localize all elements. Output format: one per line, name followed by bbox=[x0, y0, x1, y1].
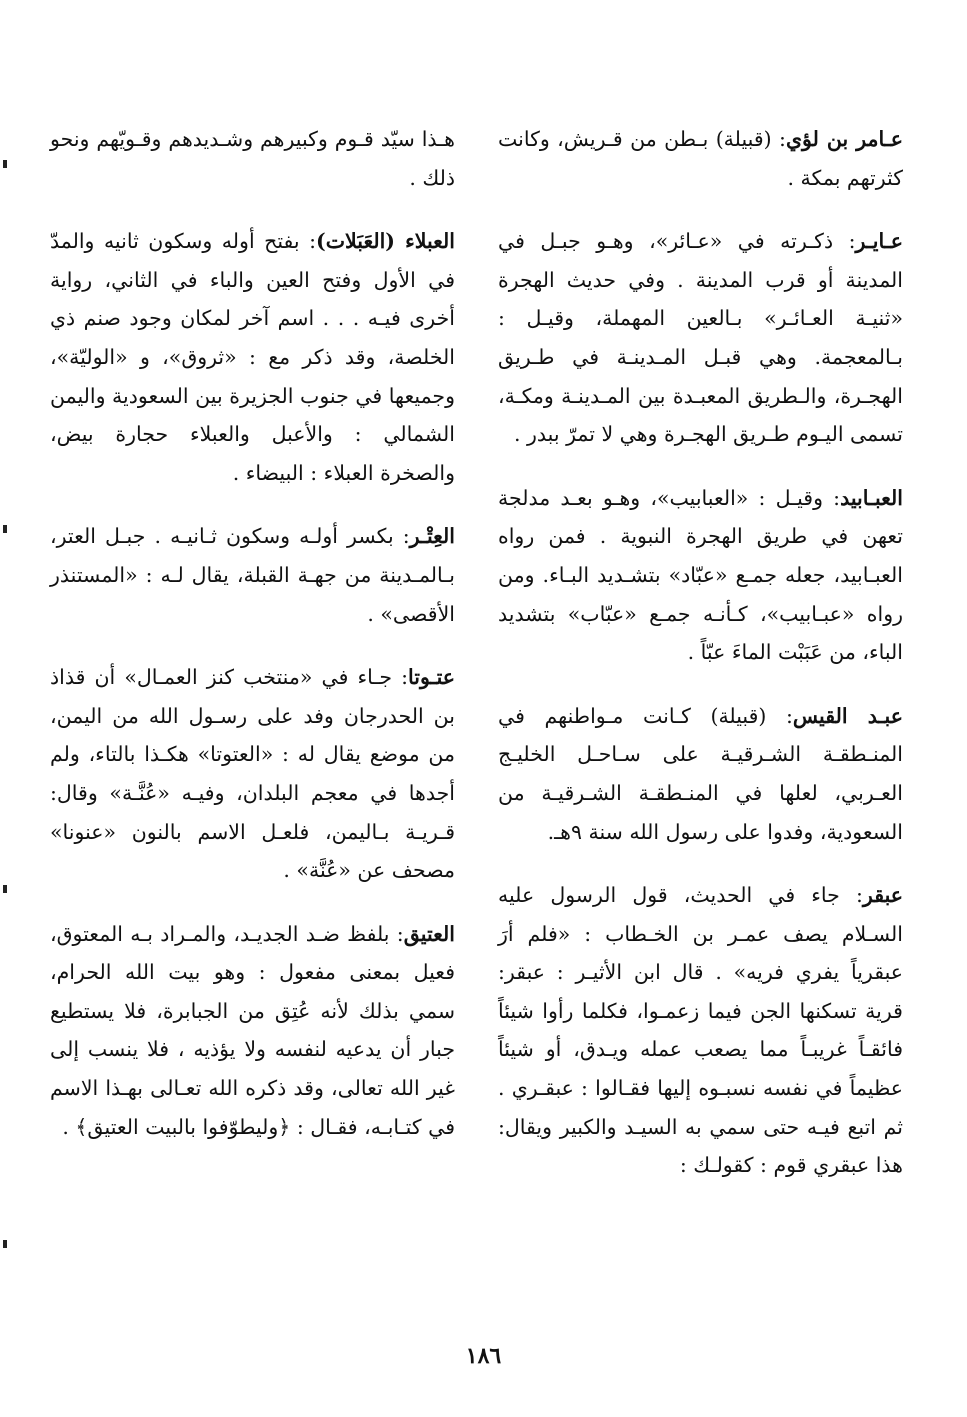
entry-abqar bbox=[498, 876, 903, 1185]
entry-text: : (قبيلة) كـانت مـواطنهم في المنـطقـة الشـرقيـة على سـاحـل الخليـج العـربي، لعلها في المنـطقـة الشـرقيـة من السعودية، وفدوا على رسول الله سنة ٩هـ. bbox=[498, 703, 903, 844]
entry-ayir bbox=[498, 222, 903, 454]
entry-text: : بكسر أولـه وسكون ثـانيـه . جبـل العتر، بـالمـدينة من جهـة القبلة، يقال لـه : «المستنذر الأقصى» . bbox=[50, 524, 455, 626]
margin-mark bbox=[3, 160, 7, 168]
page-number: ١٨٦ bbox=[465, 1343, 502, 1369]
entry-headword: عتـوتا bbox=[408, 665, 455, 690]
entry-al-atiq bbox=[50, 915, 455, 1147]
entry-text: : (قبيلة) بـطن من قـريش، وكانت كثرتهم بمكة . bbox=[498, 127, 903, 190]
entry-headword: عبقر bbox=[862, 883, 903, 908]
entry-headword: العِتْـر bbox=[409, 524, 455, 549]
entry-headword: العبلاء (العَبَلات) bbox=[316, 229, 455, 254]
entry-text: : جـاء في «منتخب كنز العمـال» أن قذاذ بن الحدرجان وفد على رسـول الله من اليمن، من موضع يقال له : «العتوتا» هكـذا بالتاء، ولم أجدها في معجم البلدان، وفيـه «عُنَّـة» وقال: قـريـة بـاليمن، فلعـل الاسم بالنون «عنونا» مصحف عن «عُنَّة» . bbox=[50, 665, 455, 883]
entry-headword: العتيق bbox=[403, 921, 455, 946]
entry-text: : وقيـل : «العبابيب»، وهـو بعـد مدلجة تعهن في طريق الهجرة النبوية . فمن رواه العبـابيد، جعله جمـع «عبّاد» بتشـديد البـاء. ومن رواه «عبـابيب»، كـأنـه جمـع «عبّاب» بتشديد الباء، من عَبَبْت الماءَ عبّاً . bbox=[498, 485, 903, 665]
entry-atuta bbox=[50, 658, 455, 890]
entry-text: : بفتح أوله وسكون ثانيه والمدّ في الأول وفتح العين والباء في الثاني، رواية أخرى فيـه . . . اسم آخر لمكان وجود صنم ذي الخلصة، وقد ذكر مع : «ثروق»، و «الوليّة»، وجميعها في جنوب الجزيرة بين السعودية واليمن الشمالي : والأعبل والعبلاء حجارة بيض، والصخرة العبلاء : البيضاء . bbox=[50, 229, 455, 485]
margin-mark bbox=[3, 1240, 7, 1248]
margin-mark bbox=[3, 525, 7, 533]
entry-text: : جاء في الحديث، قول الرسول عليه السـلام يصف عمـر بن الخـطاب : «فلم أرَ عبقرياً يفري فريه» . قال ابن الأثيـر : عبقر: قرية تسكنها الجن فيما زعمـوا، فكلما رأوا شيئاً فائقـاً غريبـاً مما يصعب عمله ويـدق، أو شيئاً عظيماً في نفسه نسبـوه إليها فقـالوا : عبقـري . ثم اتبع فيـه حتى سمي به السيـد والكبير ويقال: هذا عبقري قوم : كقولـك : bbox=[498, 883, 903, 1178]
entry-abqar-continued bbox=[50, 120, 455, 197]
entry-text: هـذا سيّد قـوم وكبيرهم وشـديدهم وقـويّهم ونحو ذلك . bbox=[50, 127, 455, 190]
entry-headword: عـامر بن لؤي bbox=[785, 127, 904, 151]
left-column bbox=[50, 120, 455, 1171]
entry-text: : ذكـرته في «عـائر»، وهـو جبـل في المدينة أو قرب المدينة . وفي حديث الهجرة «ثنيـة العـائـر» بـالعين المهملة، وقيـل : بـالمعجمة. وهي قبـل المـدينـة في طـريق الهجـرة، والـطريق المعبـدة بين المـدينـة ومكـة، تسمى اليـوم طـريق الهجـرة وهي لا تمرّ ببدر . bbox=[498, 229, 903, 447]
entry-amir-ibn-luay bbox=[498, 120, 903, 197]
entry-al-abla bbox=[50, 222, 455, 492]
entry-abd-al-qays bbox=[498, 697, 903, 851]
entry-headword: العبـابيد bbox=[840, 485, 903, 510]
entry-al-ababid bbox=[498, 479, 903, 672]
margin-mark bbox=[3, 885, 7, 893]
entry-headword: عبـد القيس bbox=[792, 703, 903, 728]
entry-al-itr bbox=[50, 517, 455, 633]
right-column bbox=[498, 120, 903, 1210]
entry-headword: عـايـر bbox=[855, 229, 903, 254]
entry-text: : بلفظ ضـد الجديـد، والمـراد بـه المعتوق، فعيل بمعنى مفعول : وهو بيت الله الحرام، سمي بذلك لأنه عُتِق من الجبابرة، فلا يستطيع جبار أن يدعيه لنفسه ولا يؤذيه ، فلا ينسب إلى غير الله تعالى، وقد ذكره الله تعـالى بهـذا الاسم في كتـابـه، فقـال : ﴿وليطوّفوا بالبيت العتيق﴾ . bbox=[50, 921, 455, 1139]
